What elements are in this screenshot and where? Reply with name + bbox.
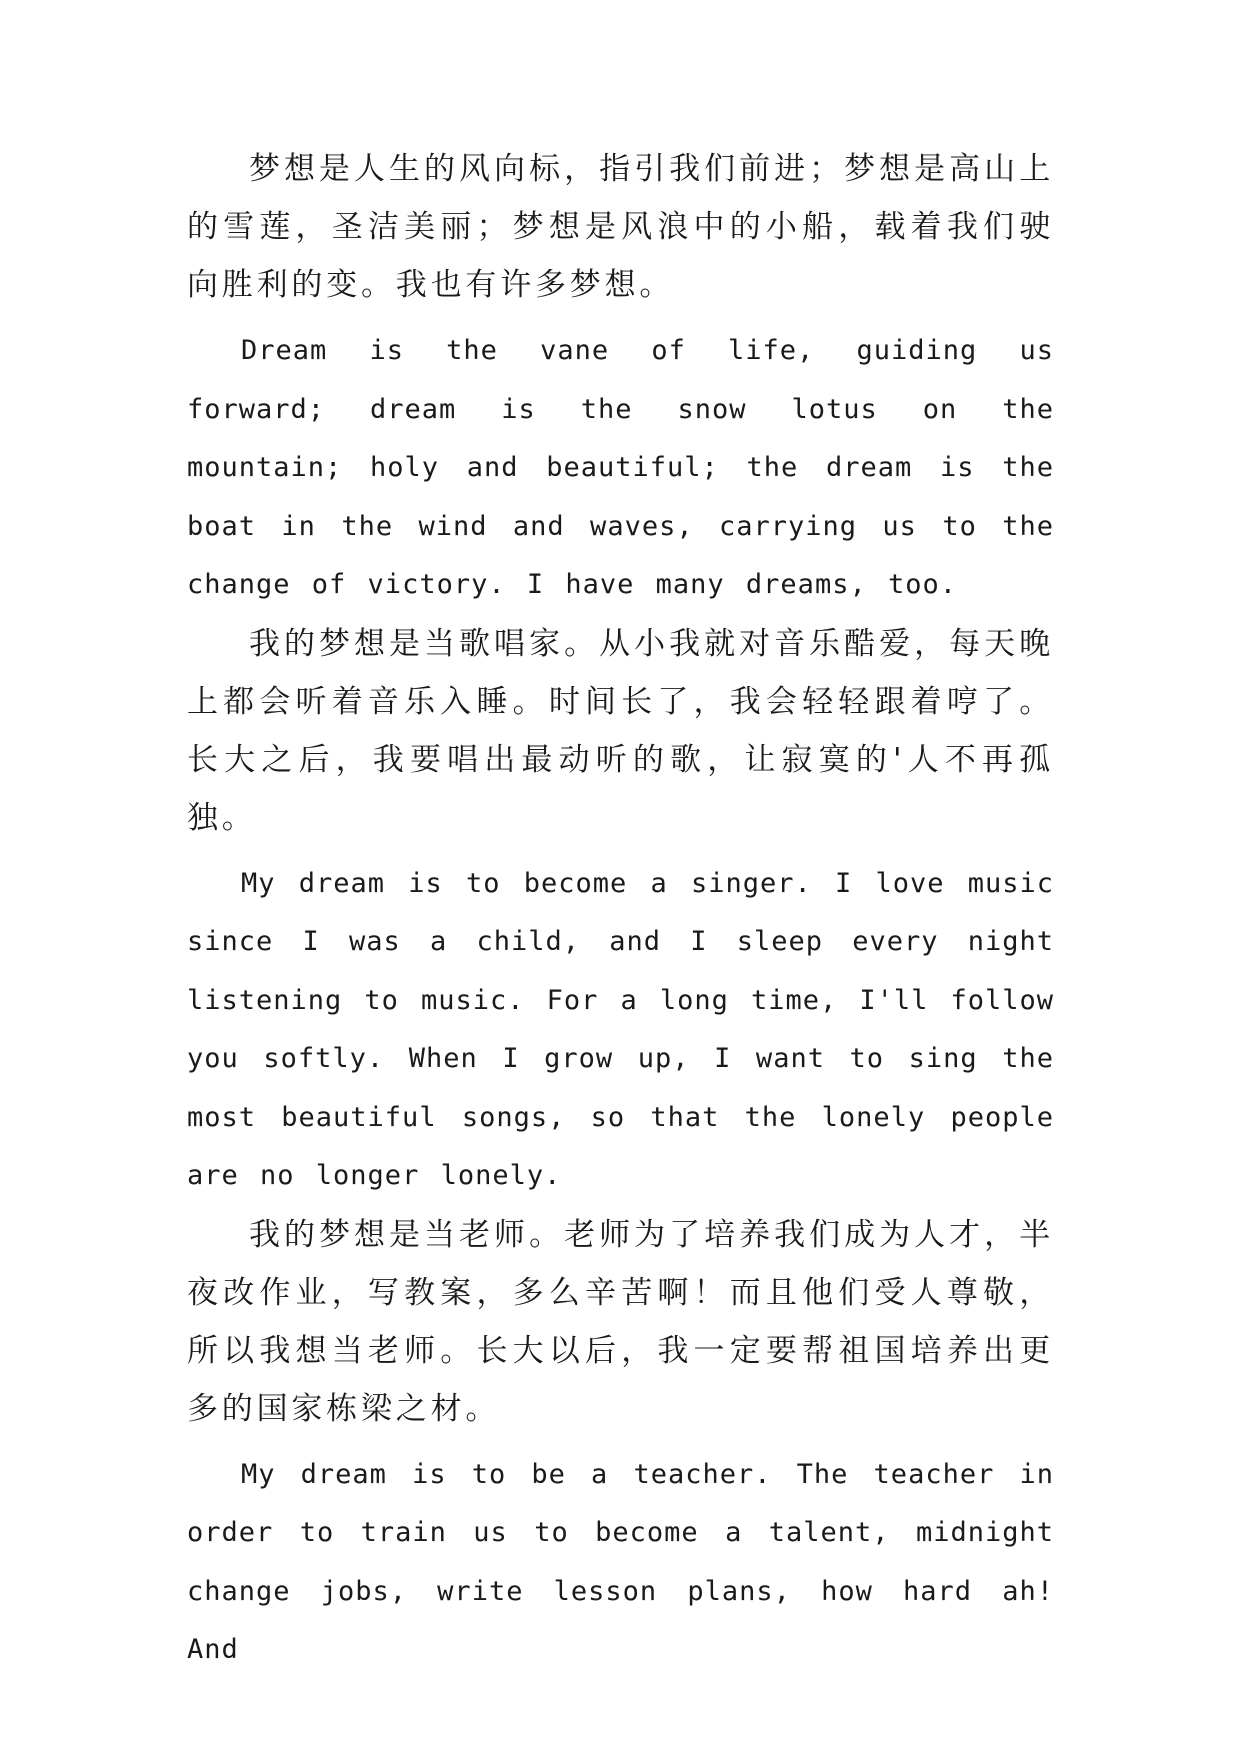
paragraph-zh-teacher-dream: 我的梦想是当老师。老师为了培养我们成为人才，半夜改作业，写教案，多么辛苦啊！而且他们受人尊敬，所以我想当老师。长大以后，我一定要帮祖国培养出更多的国家栋梁之材。: [187, 1216, 1054, 1427]
paragraph-zh-singer-dream: 我的梦想是当歌唱家。从小我就对音乐酷爱，每天晚上都会听着音乐入睡。时间长了，我会轻轻跟着哼了。长大之后，我要唱出最动听的歌，让寂寞的'人不再孤独。: [187, 625, 1054, 836]
document-page: [187, 140, 1054, 1680]
paragraph-en-dream-intro: Dream is the vane of life, guiding us forward; dream is the snow lotus on the mountain; holy and beautiful; the dream is the boat in the wind and waves, carrying us to the change of victory. I have many dreams, too.: [187, 335, 1054, 600]
paragraph-zh-dream-intro: 梦想是人生的风向标，指引我们前进；梦想是高山上的雪莲，圣洁美丽；梦想是风浪中的小船，载着我们驶向胜利的变。我也有许多梦想。: [187, 151, 1054, 303]
paragraph-en-teacher-dream: My dream is to be a teacher. The teacher in order to train us to become a talent, midnight change jobs, write lesson plans, how hard ah! And: [187, 1458, 1054, 1665]
paragraph-en-singer-dream: My dream is to become a singer. I love music since I was a child, and I sleep every night listening to music. For a long time, I'll follow you softly. When I grow up, I want to sing the most beautiful songs, so that the lonely people are no longer lonely.: [187, 867, 1054, 1191]
